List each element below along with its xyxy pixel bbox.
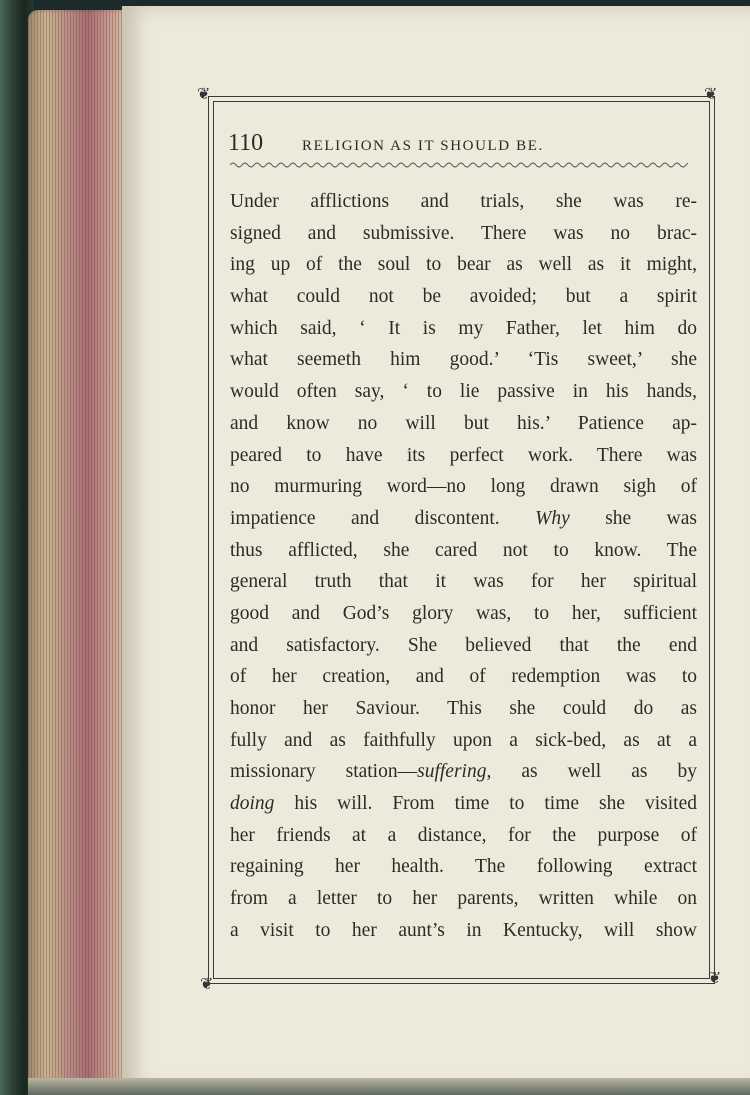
- header-wave-rule: [230, 160, 688, 170]
- page-header: [228, 130, 698, 164]
- text-line: [230, 376, 697, 408]
- corner-ornament-icon: ❦: [708, 968, 722, 987]
- text-line: [230, 218, 697, 250]
- text-segment: her friends at a distance, for the purpose of: [230, 824, 697, 846]
- corner-ornament-icon: ❦: [200, 974, 214, 993]
- text-line: [230, 408, 697, 440]
- page-bottom-shadow: [28, 1078, 750, 1095]
- text-segment: would often say, ‘ to lie passive in his hands,: [230, 381, 697, 403]
- text-segment: , as well as by: [486, 761, 697, 783]
- text-segment: what could not be avoided; but a spirit: [230, 286, 697, 308]
- text-segment: his will. From time to time she visited: [274, 793, 697, 815]
- text-segment: general truth that it was for her spiritual: [230, 571, 697, 593]
- corner-ornament-icon: ❦: [704, 84, 718, 103]
- page-number: 110: [228, 130, 264, 156]
- text-line: [230, 344, 697, 376]
- text-segment: good and God’s glory was, to her, sufficient: [230, 602, 697, 624]
- text-segment: no murmuring word—no long drawn sigh of: [230, 476, 697, 498]
- text-segment: from a letter to her parents, written while on: [230, 888, 697, 910]
- text-line: [230, 313, 697, 345]
- text-segment: Under afflictions and trials, she was re-: [230, 191, 697, 212]
- text-segment: regaining her health. The following extract: [230, 856, 697, 878]
- text-segment: which said, ‘ It is my Father, let him do: [230, 317, 697, 339]
- text-segment: and know no will but his.’ Patience ap-: [230, 412, 697, 434]
- text-line: [230, 503, 697, 535]
- text-line: [230, 281, 697, 313]
- text-line: [230, 440, 697, 472]
- running-head: RELIGION AS IT SHOULD BE.: [302, 138, 544, 154]
- text-segment: impatience and discontent.: [230, 507, 536, 529]
- text-segment: ing up of the soul to bear as well as it might,: [230, 254, 697, 276]
- text-line: [230, 566, 697, 598]
- text-line: [230, 788, 697, 820]
- text-segment: thus afflicted, she cared not to know. The: [230, 539, 697, 561]
- text-line: [230, 915, 697, 947]
- text-segment: fully and as faithfully upon a sick-bed, as at a: [230, 729, 697, 751]
- italic-emphasis: doing: [230, 793, 275, 815]
- italic-emphasis: Why: [535, 507, 570, 529]
- text-line: [230, 186, 697, 218]
- text-segment: honor her Saviour. This she could do as: [230, 698, 697, 719]
- text-segment: signed and submissive. There was no brac-: [230, 222, 697, 244]
- text-line: [230, 756, 697, 788]
- text-segment: and satisfactory. She believed that the end: [230, 634, 697, 656]
- text-line: [230, 725, 697, 757]
- text-line: [230, 598, 697, 630]
- text-line: [230, 851, 697, 883]
- text-line: [230, 249, 697, 281]
- italic-emphasis: suffering: [417, 761, 487, 783]
- text-line: [230, 535, 697, 567]
- body-text: [230, 186, 697, 947]
- text-segment: what seemeth him good.’ ‘Tis sweet,’ she: [230, 349, 697, 371]
- text-segment: a visit to her aunt’s in Kentucky, will show: [230, 919, 697, 941]
- text-line: [230, 820, 697, 852]
- text-segment: missionary station—: [230, 761, 418, 783]
- text-segment: she was: [569, 507, 697, 529]
- text-line: [230, 883, 697, 915]
- text-segment: peared to have its perfect work. There was: [230, 444, 697, 466]
- text-line: [230, 661, 697, 693]
- page-edges: [28, 10, 128, 1090]
- text-line: [230, 693, 697, 725]
- text-segment: of her creation, and of redemption was to: [230, 666, 697, 688]
- text-line: [230, 630, 697, 662]
- text-line: [230, 471, 697, 503]
- corner-ornament-icon: ❦: [197, 84, 211, 103]
